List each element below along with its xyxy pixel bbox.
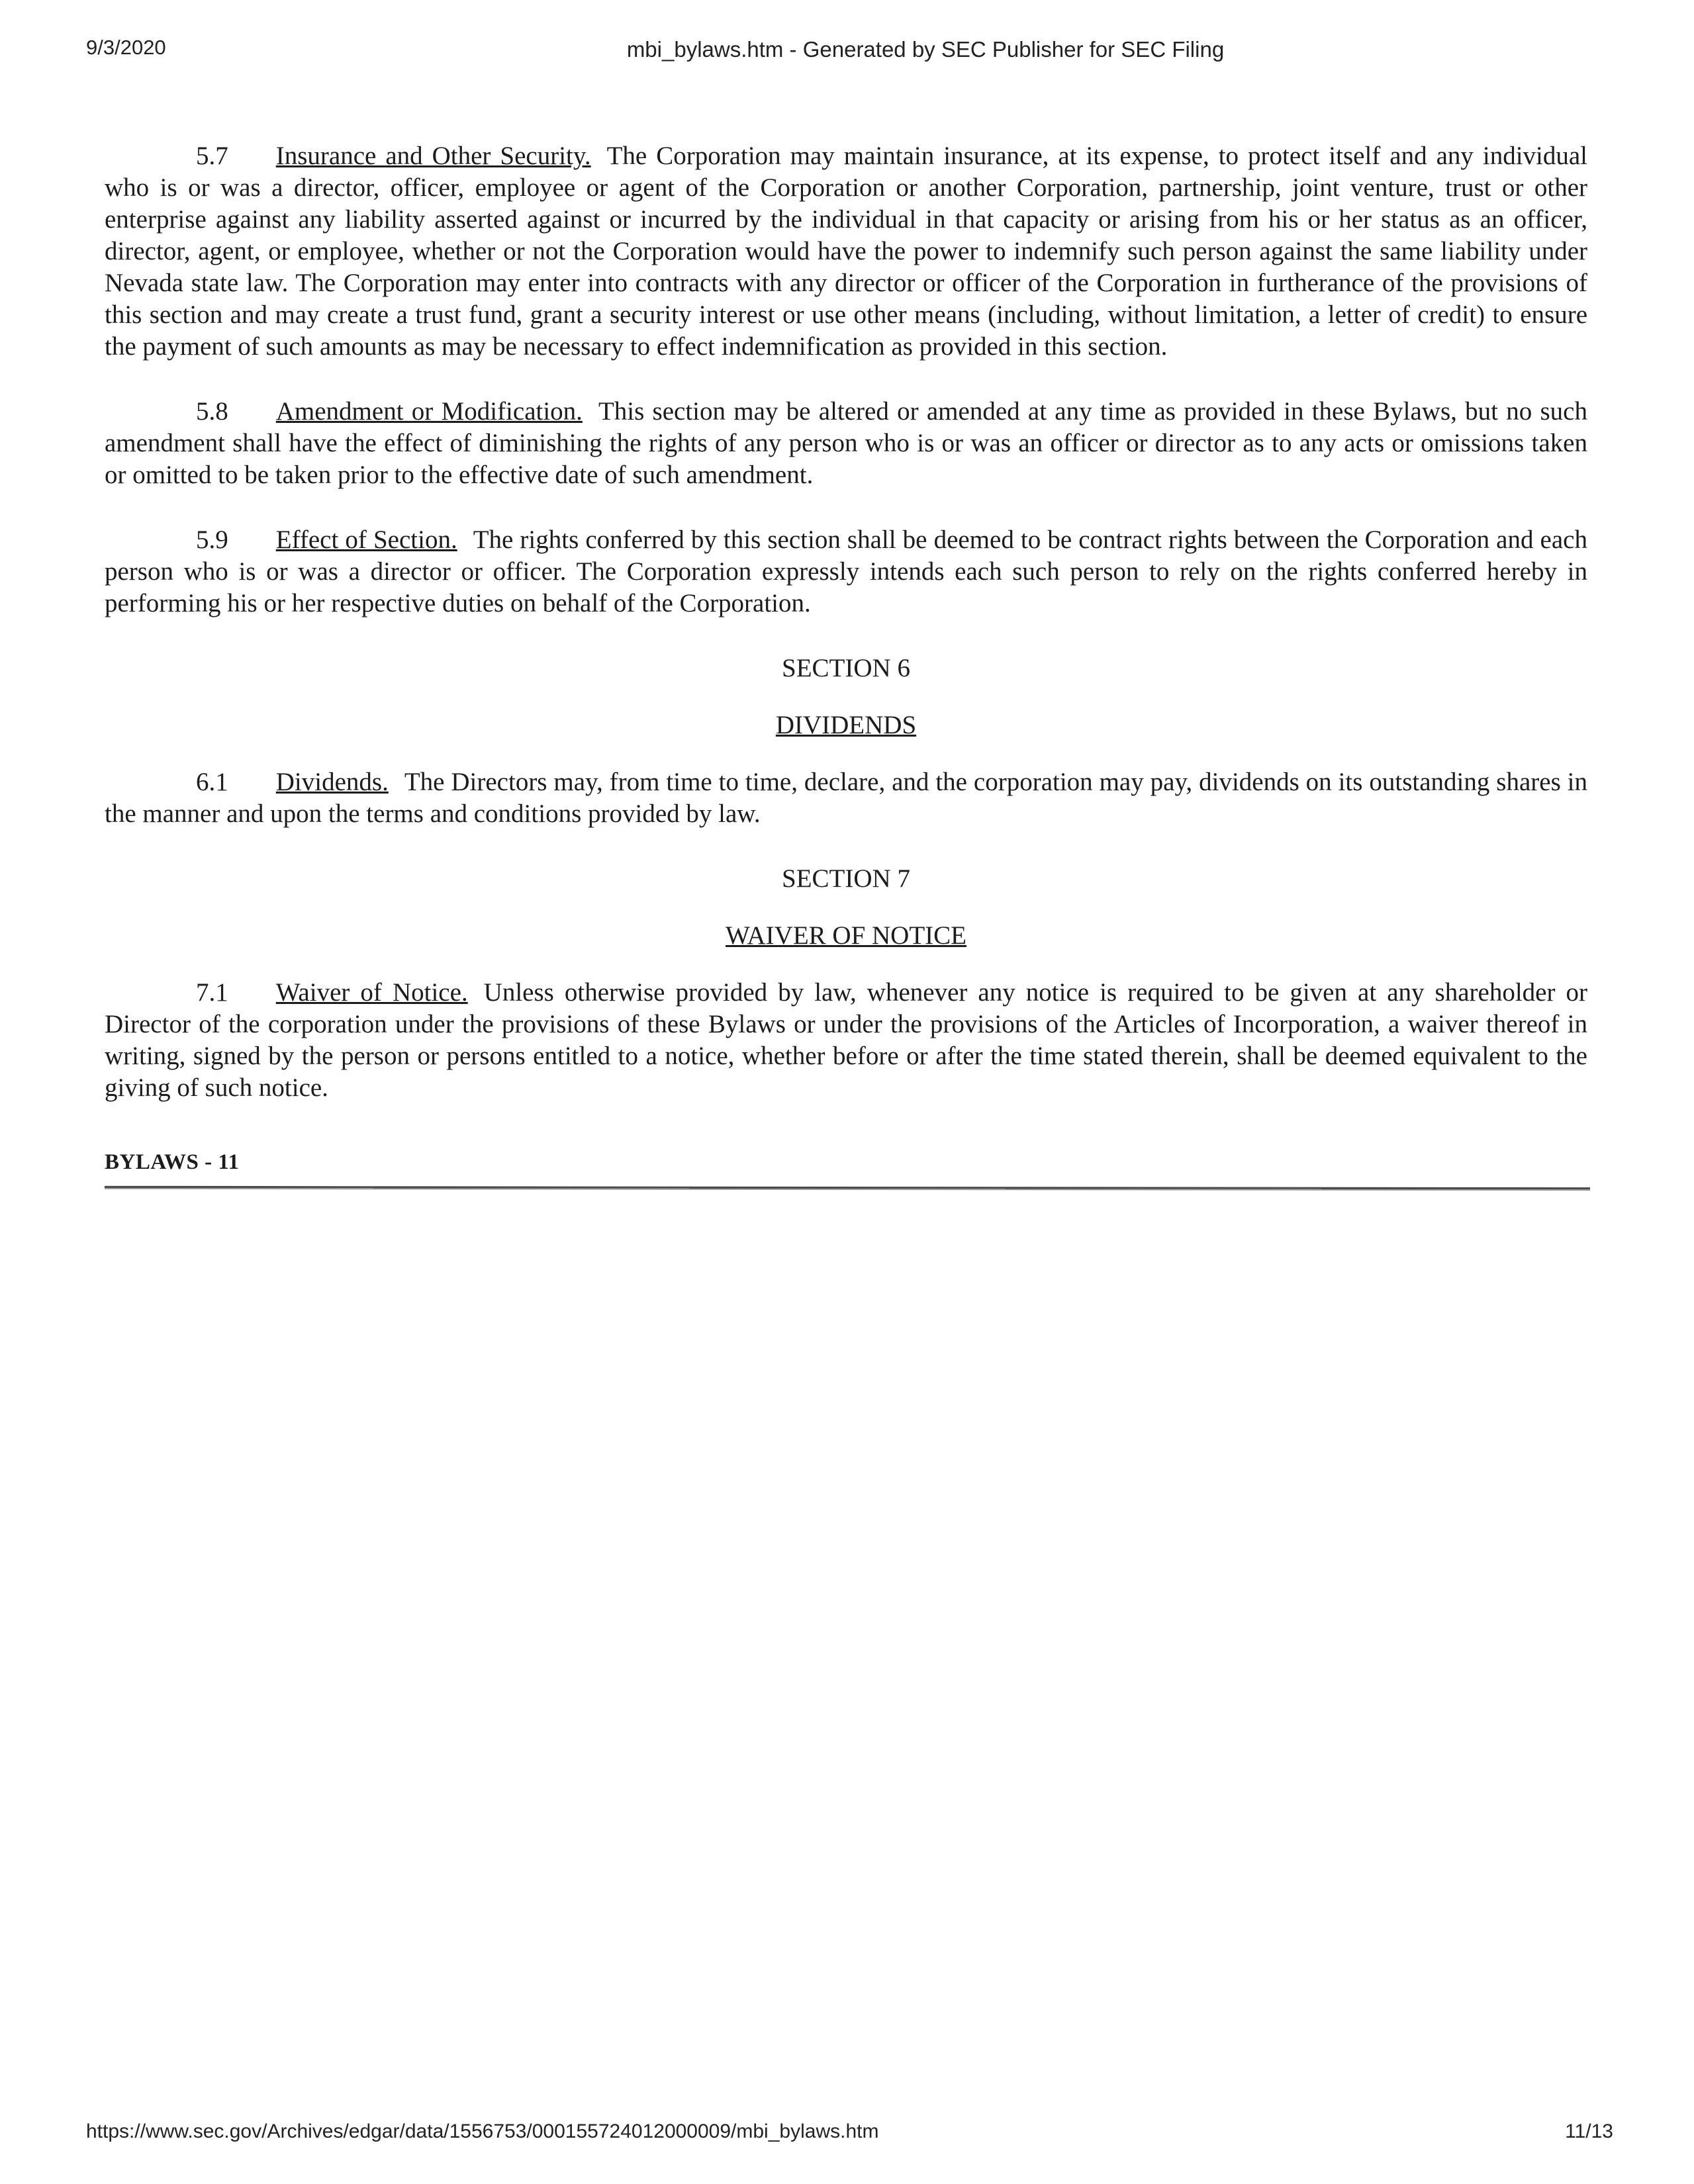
clause-heading: Insurance and Other Security. bbox=[275, 142, 591, 170]
section-7-title bbox=[105, 863, 1587, 895]
section-title-text: SECTION 7 bbox=[782, 864, 910, 893]
clause-number: 5.8 bbox=[196, 397, 228, 426]
section-title-text: SECTION 6 bbox=[782, 654, 910, 682]
clause-text: The rights conferred by this section shall be deemed to be contract rights between the Corporation and each person who is or was a director or officer. The Corporation expressly intends each such person to rely on the rights conferred hereby in performing his or her respective duties on behalf of the Corporation. bbox=[105, 525, 1587, 617]
clause-heading: Waiver of Notice. bbox=[275, 978, 468, 1007]
section-6-title bbox=[105, 653, 1587, 684]
paragraph-5-7 bbox=[105, 140, 1587, 363]
section-7-subtitle bbox=[105, 920, 1587, 952]
section-subtitle-text: DIVIDENDS bbox=[775, 711, 917, 739]
clause-number: 6.1 bbox=[196, 768, 228, 796]
paragraph-6-1 bbox=[105, 766, 1587, 830]
clause-heading: Amendment or Modification. bbox=[275, 397, 583, 426]
paragraph-7-1 bbox=[105, 977, 1587, 1104]
clause-text: Unless otherwise provided by law, whenever any notice is required to be given at any shareholder or Director of the corporation under the provisions of these Bylaws or under the provisions of the Articles of Incorporation, a waiver thereof in writing, signed by the person or persons entitled to a notice, whether before or after the time stated therein, shall be deemed equivalent to the giving of such notice. bbox=[105, 978, 1587, 1102]
clause-text: This section may be altered or amended at any time as provided in these Bylaws, but no such amendment shall have the effect of diminishing the rights of any person who is or was an officer or director as to any acts or omissions taken or omitted to be taken prior to the effective date of such amendment. bbox=[105, 397, 1587, 489]
paragraph-5-8 bbox=[105, 396, 1587, 491]
clause-number: 5.9 bbox=[196, 525, 228, 554]
clause-heading: Effect of Section. bbox=[275, 525, 457, 554]
clause-text: The Directors may, from time to time, declare, and the corporation may pay, dividends on its outstanding shares in the manner and upon the terms and conditions provided by law. bbox=[105, 768, 1587, 828]
bylaws-page-label: BYLAWS - 11 bbox=[105, 1150, 240, 1174]
print-header bbox=[86, 36, 1608, 68]
page-number: 11/13 bbox=[1565, 2120, 1613, 2142]
document-title: mbi_bylaws.htm - Generated by SEC Publisher for SEC Filing bbox=[626, 37, 1225, 62]
horizontal-divider bbox=[105, 1186, 1590, 1191]
document-content bbox=[105, 140, 1587, 1190]
section-subtitle-text: WAIVER OF NOTICE bbox=[726, 921, 966, 950]
source-url: https://www.sec.gov/Archives/edgar/data/1556753/000155724012000009/mbi_bylaws.htm bbox=[86, 2120, 879, 2142]
paragraph-5-9 bbox=[105, 524, 1587, 619]
clause-heading: Dividends. bbox=[275, 768, 389, 796]
clause-text: The Corporation may maintain insurance, at its expense, to protect itself and any individual who is or was a director, officer, employee or agent of the Corporation or another Corporation, partnership, joint venture, trust or other enterprise against any liability asserted against or incurred by the individual in that capacity or arising from his or her status as an officer, director, agent, or employee, whether or not the Corporation would have the power to indemnify such person against the same liability under Nevada state law. The Corporation may enter into contracts with any director or officer of the Corporation in furtherance of the provisions of this section and may create a trust fund, grant a security interest or use other means (including, without limitation, a letter of credit) to ensure the payment of such amounts as may be necessary to effect indemnification as provided in this section. bbox=[105, 142, 1588, 361]
section-6-subtitle bbox=[105, 709, 1587, 741]
print-date: 9/3/2020 bbox=[86, 36, 166, 59]
clause-number: 7.1 bbox=[196, 978, 228, 1007]
clause-number: 5.7 bbox=[196, 142, 228, 170]
print-footer bbox=[86, 2120, 1613, 2143]
